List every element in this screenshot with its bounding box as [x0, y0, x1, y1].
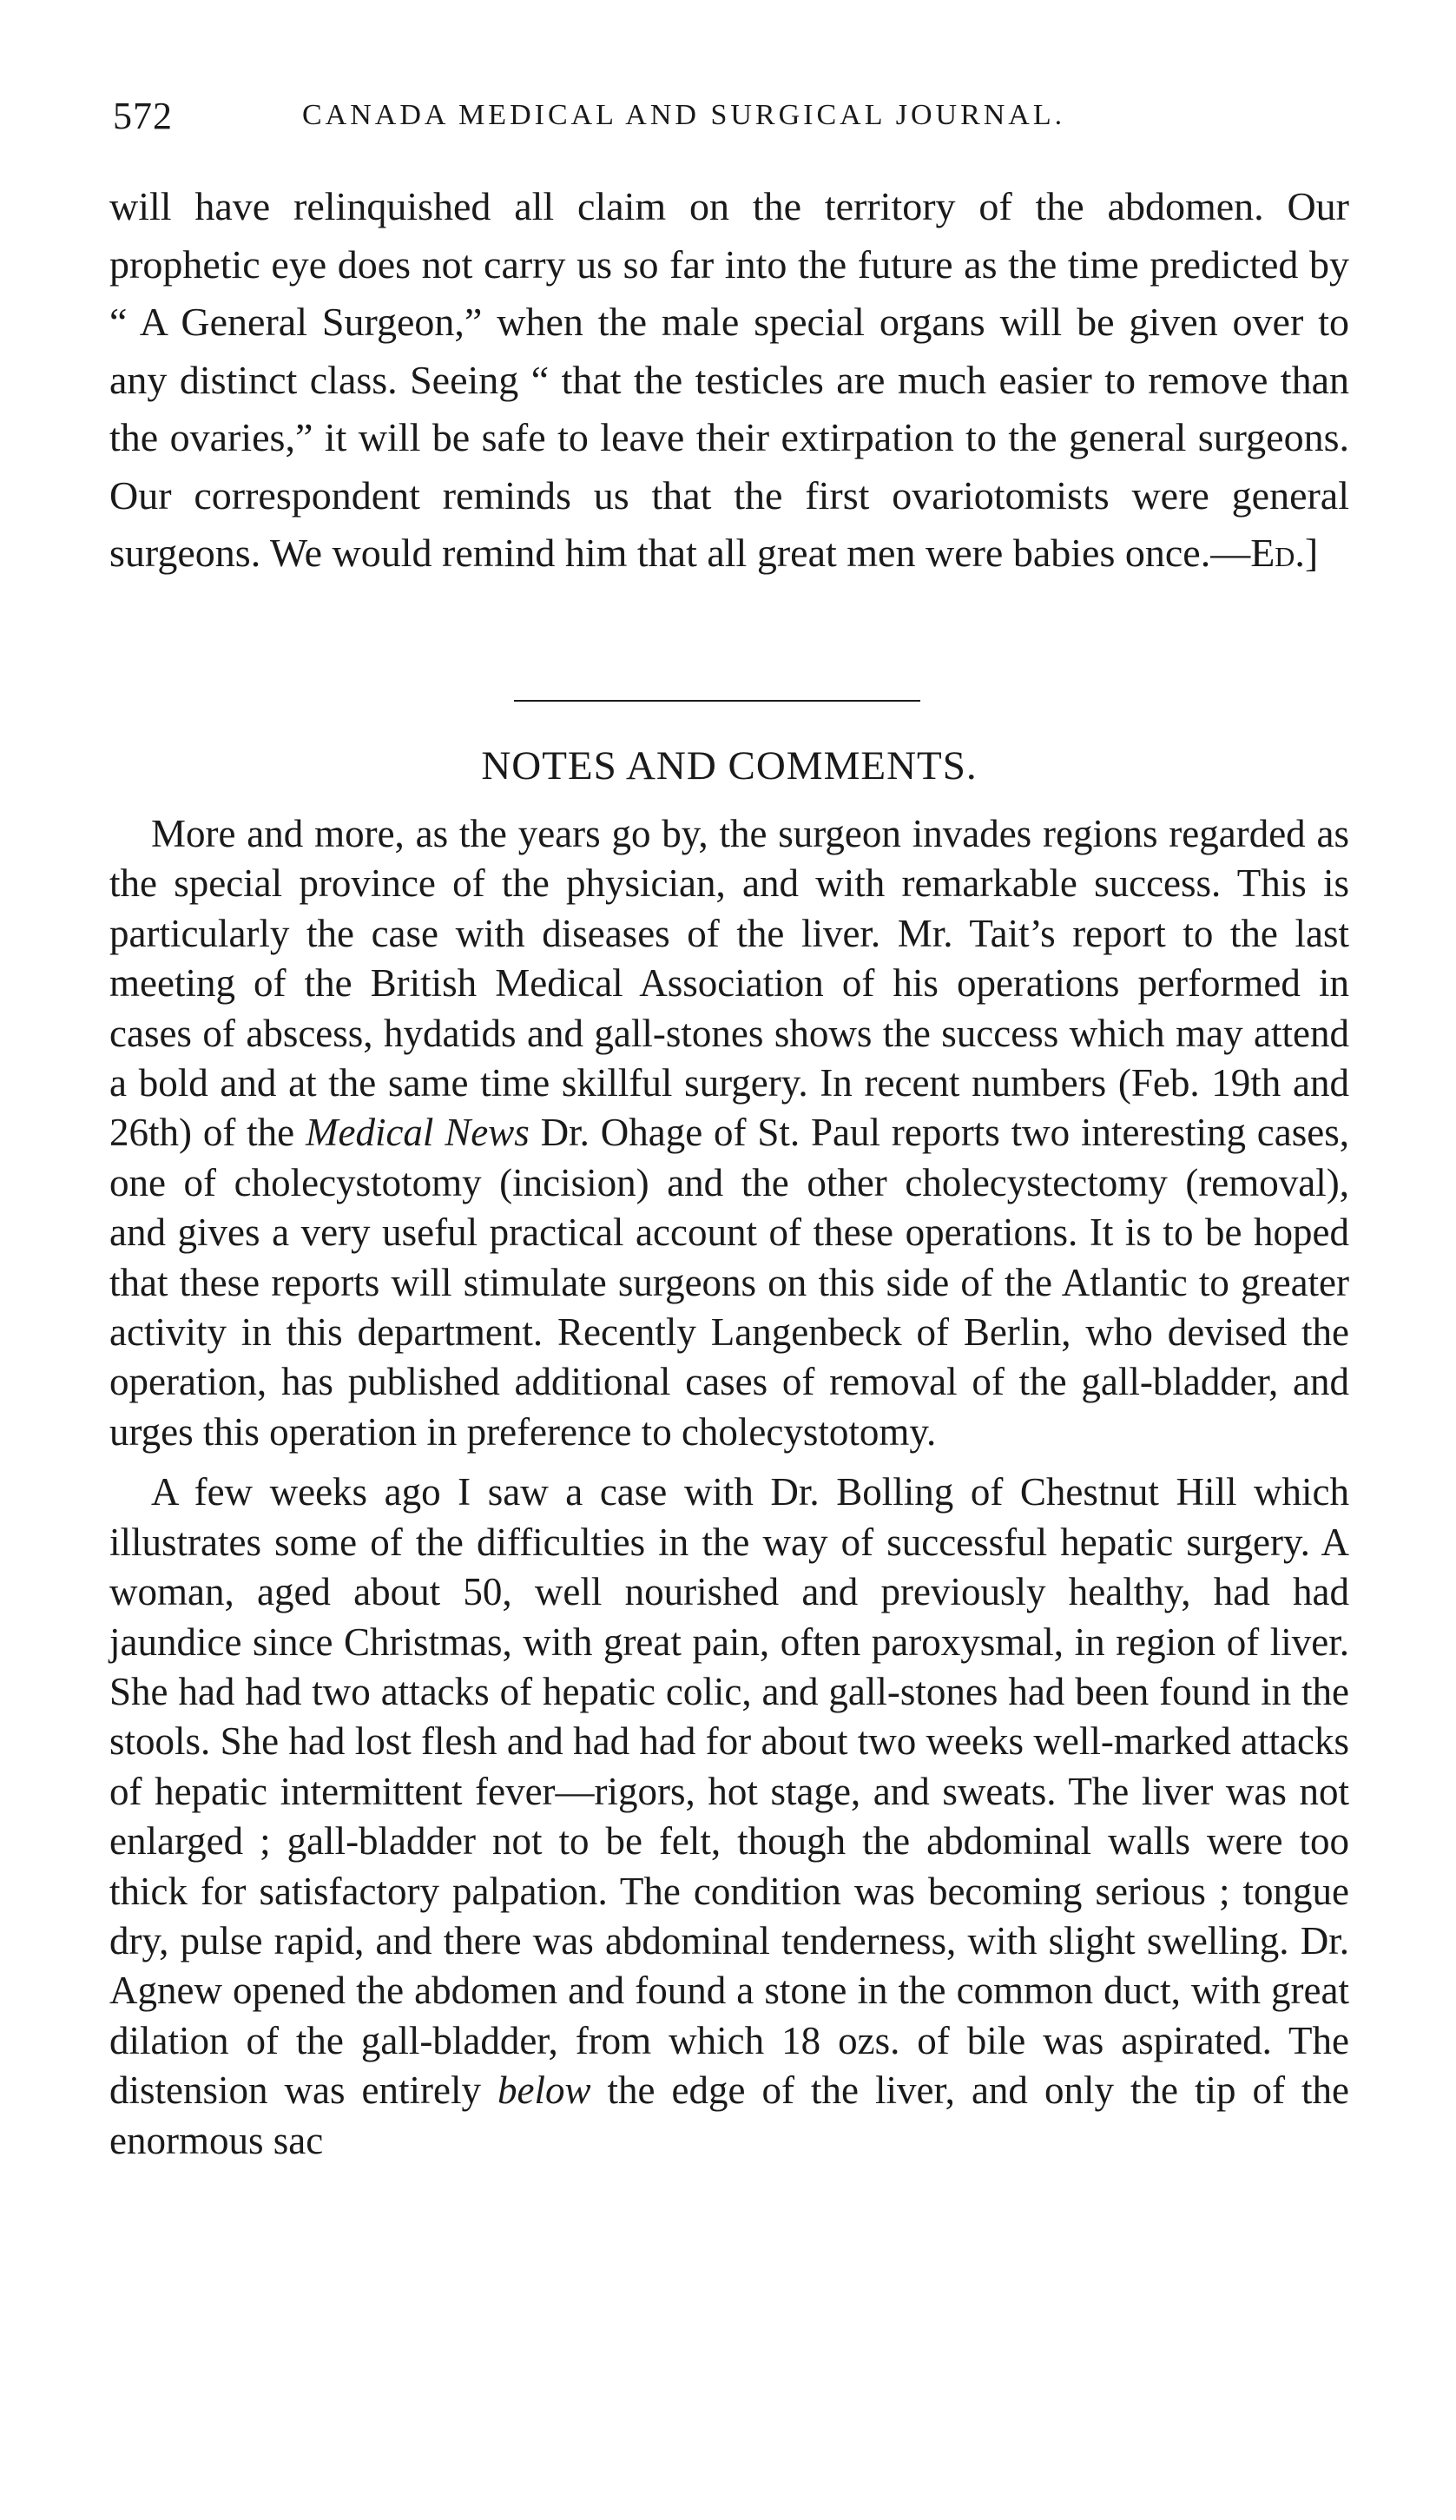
editorial-paragraph — [109, 178, 1349, 583]
editor-signature: Ed. — [1250, 531, 1305, 575]
section-divider — [514, 700, 920, 702]
journal-reference: Medical News — [306, 1111, 530, 1155]
notes-paragraph-1 — [109, 809, 1349, 1457]
notes-body — [109, 809, 1349, 2166]
section-heading: NOTES AND COMMENTS. — [481, 743, 978, 788]
notes-p1-text-a: More and more, as the years go by, the surgeon invades regions regarded as the special province of the physician, and with remarkable success. This is particularly the case with diseases of the liver. Mr. Tait’s report to the last meeting of the British Medical Association of his operations performed in cases of abscess, hydatids and gall-stones shows the success which may attend a bold and at the same time skillful surgery. In recent numbers (Feb. 19th and 26th) of the — [109, 812, 1349, 1155]
notes-p2-text-a: A few weeks ago I saw a case with Dr. Bolling of Chestnut Hill which illustrates some of the difficulties in the way of successful hepatic surgery. A woman, aged about 50, well nourished and previously healthy, had had jaundice since Christmas, with great pain, often paroxysmal, in region of liver. She had had two attacks of hepatic colic, and gall-stones had been found in the stools. She had lost flesh and had had for about two weeks well-marked attacks of hepatic intermittent fever—rigors, hot stage, and sweats. The liver was not enlarged ; gall-bladder not to be felt, though the abdominal walls were too thick for satisfactory palpation. The condition was becoming serious ; tongue dry, pulse rapid, and there was abdominal tenderness, with slight swelling. Dr. Agnew opened the abdomen and found a stone in the common duct, with great dilation of the gall-bladder, from which 18 ozs. of bile was aspirated. The distension was entirely — [109, 1470, 1349, 2113]
editorial-note — [109, 178, 1349, 583]
notes-p2-text-b: the edge of the liver, and only the tip of the enormous sac — [109, 2068, 1349, 2162]
notes-p1-text-b: Dr. Ohage of St. Paul reports two interesting cases, one of cholecystotomy (incision) and the other cholecystectomy (removal), and gives a very useful practical account of these operations. It is to be hoped that these reports will stimulate surgeons on this side of the Atlantic to greater activity in this department. Recently Langenbeck of Berlin, who devised the operation, has published additional cases of removal of the gall-bladder, and urges this operation in preference to cholecystotomy. — [109, 1111, 1350, 1454]
editorial-closing-bracket: ] — [1304, 531, 1319, 575]
running-head — [113, 94, 1354, 146]
editorial-text: will have relinquished all claim on the territory of the abdomen. Our prophetic eye does not carry us so far into the future as the time predicted by “ A General Surgeon,” when the male special organs will be given over to any distinct class. Seeing “ that the testicles are much easier to remove than the ovaries,” it will be safe to leave their extirpation to the general surgeons. Our correspondent reminds us that the first ovariotomists were general surgeons. We would remind him that all great men were babies once.— — [109, 184, 1349, 575]
journal-title: CANADA MEDICAL AND SURGICAL JOURNAL. — [302, 99, 1066, 131]
notes-paragraph-2 — [109, 1468, 1349, 2166]
emphasis-below: below — [497, 2068, 591, 2113]
page-number: 572 — [113, 95, 173, 137]
